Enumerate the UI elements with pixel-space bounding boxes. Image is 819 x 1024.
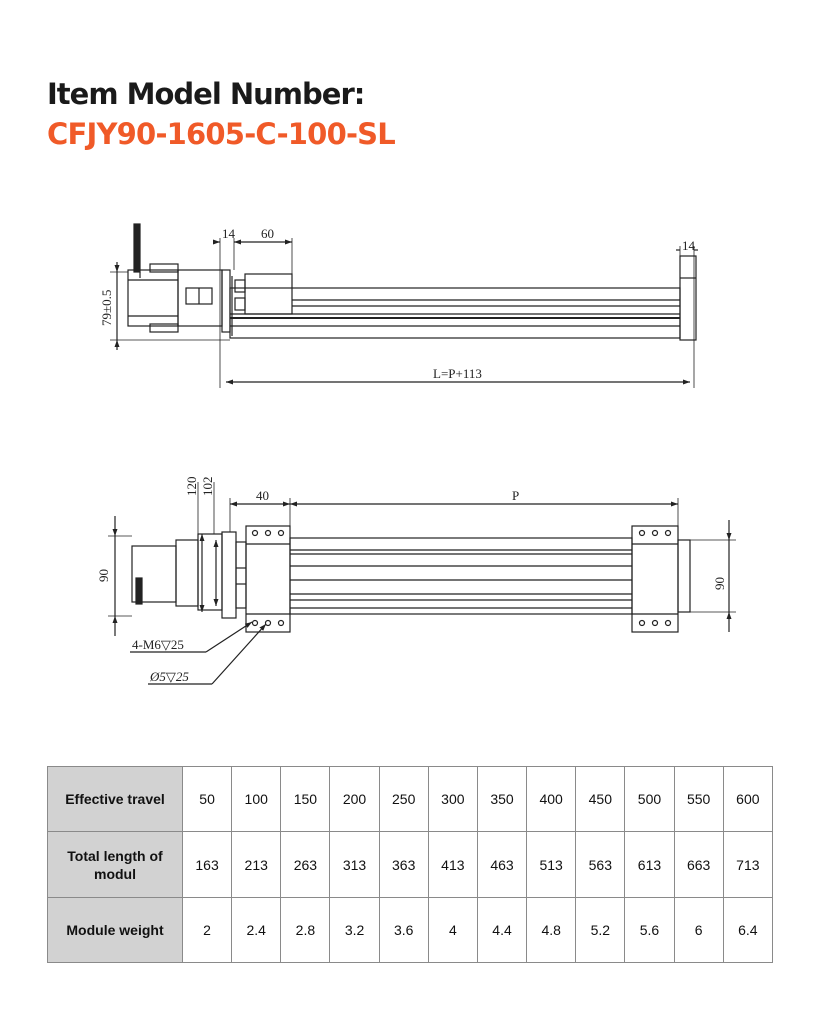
table-cell: 713: [723, 832, 772, 898]
table-cell: 613: [625, 832, 674, 898]
table-cell: 5.6: [625, 898, 674, 963]
row-header: Module weight: [48, 898, 183, 963]
table-cell: 50: [183, 767, 232, 832]
coupling-housing: [178, 270, 222, 326]
motor-body: [128, 270, 178, 326]
table-cell: 563: [576, 832, 625, 898]
dim-90-right-label: 90: [712, 577, 727, 590]
table-row: [48, 898, 773, 963]
table-cell: 2.8: [281, 898, 330, 963]
table-cell: 500: [625, 767, 674, 832]
table-cell: 263: [281, 832, 330, 898]
table-cell: 6: [674, 898, 723, 963]
dim-102-label: 102: [200, 476, 215, 496]
dim-length-label: L=P+113: [433, 366, 482, 381]
table-cell: 2.4: [232, 898, 281, 963]
table-cell: 4.8: [527, 898, 576, 963]
table-cell: 413: [428, 832, 477, 898]
dim-end-label: 14: [682, 238, 695, 253]
top-view: [108, 482, 736, 684]
dim-60-label: 60: [261, 226, 274, 241]
table-cell: 663: [674, 832, 723, 898]
dim-height-label: 79±0.5: [99, 289, 114, 326]
table-cell: 6.4: [723, 898, 772, 963]
table-cell: 300: [428, 767, 477, 832]
motor-cable: [134, 224, 140, 272]
dim-p-label: P: [512, 488, 520, 503]
table-cell: 3.6: [379, 898, 428, 963]
table-row: [48, 832, 773, 898]
table-cell: 3.2: [330, 898, 379, 963]
table-cell: 550: [674, 767, 723, 832]
dim-40-label: 40: [256, 488, 269, 503]
model-number: CFJY90-1605-C-100-SL: [47, 117, 395, 151]
table-cell: 600: [723, 767, 772, 832]
page-title: Item Model Number:: [47, 77, 365, 111]
carriage-top: [246, 526, 290, 632]
table-cell: 463: [477, 832, 526, 898]
row-header: Effective travel: [48, 767, 183, 832]
spec-table: [47, 766, 773, 963]
table-cell: 5.2: [576, 898, 625, 963]
table-cell: 313: [330, 832, 379, 898]
dim-120-label: 120: [184, 476, 199, 496]
row-header: Total length of modul: [48, 832, 183, 898]
table-cell: 450: [576, 767, 625, 832]
table-cell: 213: [232, 832, 281, 898]
table-cell: 400: [527, 767, 576, 832]
note-m6-label: 4-M6▽25: [132, 637, 184, 652]
table-cell: 163: [183, 832, 232, 898]
end-plate-top: [632, 526, 678, 632]
table-row: [48, 767, 773, 832]
table-cell: 350: [477, 767, 526, 832]
dim-90-left-label: 90: [96, 569, 111, 582]
table-cell: 100: [232, 767, 281, 832]
note-hole-label: Ø5▽25: [150, 669, 189, 684]
table-cell: 200: [330, 767, 379, 832]
table-cell: 513: [527, 832, 576, 898]
side-view: [110, 224, 698, 388]
table-cell: 4.4: [477, 898, 526, 963]
rail: [230, 288, 680, 338]
table-cell: 2: [183, 898, 232, 963]
table-cell: 363: [379, 832, 428, 898]
dim-14-label: 14: [222, 226, 235, 241]
table-cell: 250: [379, 767, 428, 832]
table-cell: 150: [281, 767, 330, 832]
carriage: [245, 274, 292, 314]
table-cell: 4: [428, 898, 477, 963]
